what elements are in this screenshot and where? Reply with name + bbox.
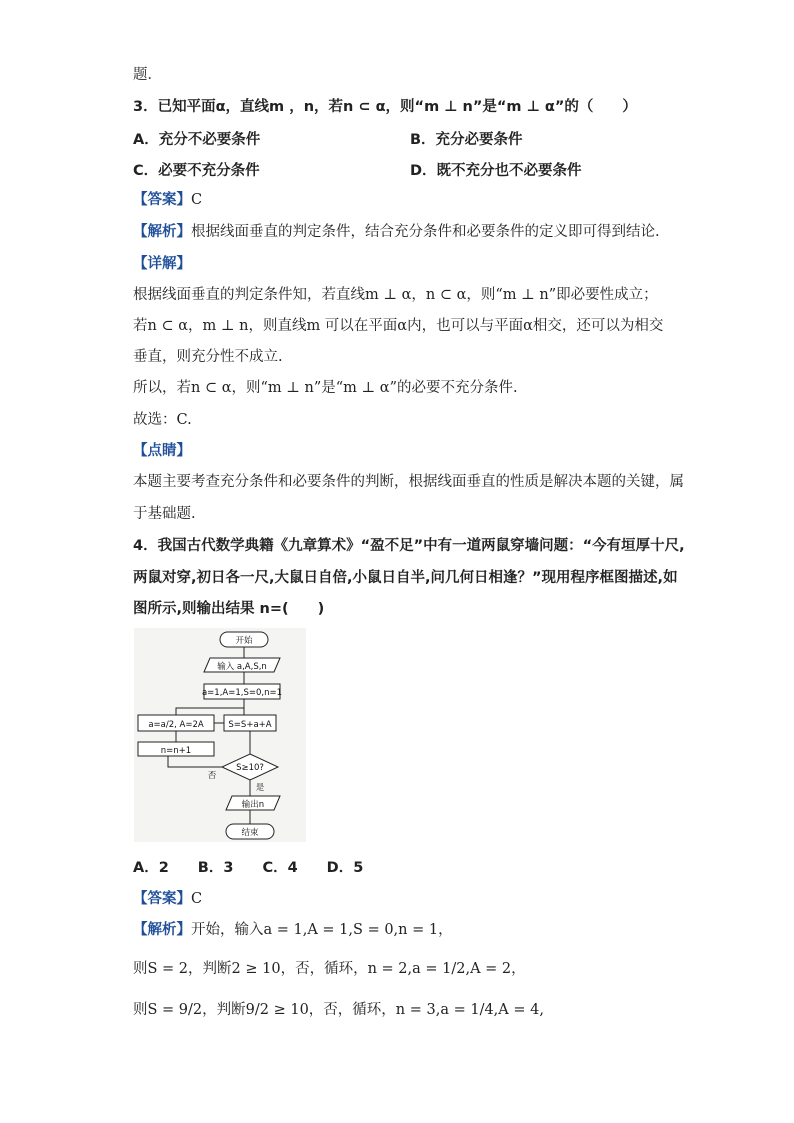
answer-tag: 【答案】 [133,192,191,208]
flow-init-label: a=1,A=1,S=0,n=1 [201,688,283,698]
flow-condition-label: S≥10? [236,763,264,773]
flow-update-a-label: a=a/2, A=2A [148,720,204,730]
analysis-tag: 【解析】 [133,224,191,240]
answer-tag: 【答案】 [133,891,191,907]
answer-value: C [191,891,203,907]
detail-line: 所以，若n ⊂ α，则“m ⊥ n”是“m ⊥ α”的必要不充分条件. [133,380,518,396]
option-c: C．必要不充分条件 [133,163,260,179]
comment-line: 本题主要考查充分条件和必要条件的判断，根据线面垂直的性质是解决本题的关键，属 [133,474,684,490]
question-4-line: 图所示,则输出结果 n=( ) [133,601,325,617]
answer-4 [133,888,202,910]
analysis-text: 根据线面垂直的判定条件，结合充分条件和必要条件的定义即可得到结论. [191,224,660,240]
flow-input-label: 输入 a,A,S,n [217,662,267,672]
option-a: A．充分不必要条件 [133,132,261,148]
flow-yes-label: 是 [255,783,265,793]
answer-3 [133,189,202,211]
comment-tag: 【点睛】 [133,443,191,459]
question-4-options: A．2 B．3 C．4 D．5 [133,860,364,876]
analysis-text: 开始，输入a = 1,A = 1,S = 0,n = 1， [191,922,453,938]
answer-value: C [191,192,203,208]
flow-update-n-label: n=n+1 [160,746,192,756]
flow-output-label: 输出n [241,800,265,810]
comment-line: 于基础题. [133,506,196,522]
analysis-3 [133,221,660,243]
analysis-4 [133,919,453,941]
question-4-line: 4．我国古代数学典籍《九章算术》“盈不足”中有一道两鼠穿墙问题：“今有垣厚十尺, [133,538,685,554]
flow-no-label: 否 [207,771,217,781]
detail-line: 若n ⊂ α，m ⊥ n，则直线m 可以在平面α内，也可以与平面α相交，还可以为相交 [133,318,664,334]
solution-step: 则S = 2，判断2 ≥ 10，否，循环，n = 2,a = 1/2,A = 2， [133,961,526,977]
question-4-line: 两鼠对穿,初日各一尺,大鼠日自倍,小鼠日自半,问几何日相逢？”现用程序框图描述,如 [133,570,678,586]
option-b: B．充分必要条件 [410,132,523,148]
detail-line: 故选：C. [133,412,192,428]
detail-line: 垂直，则充分性不成立. [133,349,283,365]
solution-step: 则S = 9/2，判断9/2 ≥ 10，否，循环，n = 3,a = 1/4,A = 4, [133,1002,544,1018]
analysis-tag: 【解析】 [133,922,191,938]
flow-update-s-label: S=S+a+A [228,720,272,730]
text-line: 题． [133,67,162,83]
detail-line: 根据线面垂直的判定条件知，若直线m ⊥ α，n ⊂ α，则“m ⊥ n”即必要性成立； [133,287,658,303]
flow-end-label: 结束 [241,828,259,838]
option-d: D．既不充分也不必要条件 [410,163,582,179]
flow-start-label: 开始 [235,636,253,646]
detail-tag: 【详解】 [133,256,191,272]
flowchart [134,628,306,842]
question-3: 3．已知平面α，直线m ，n，若n ⊂ α，则“m ⊥ n”是“m ⊥ α”的（ ） [133,99,637,115]
